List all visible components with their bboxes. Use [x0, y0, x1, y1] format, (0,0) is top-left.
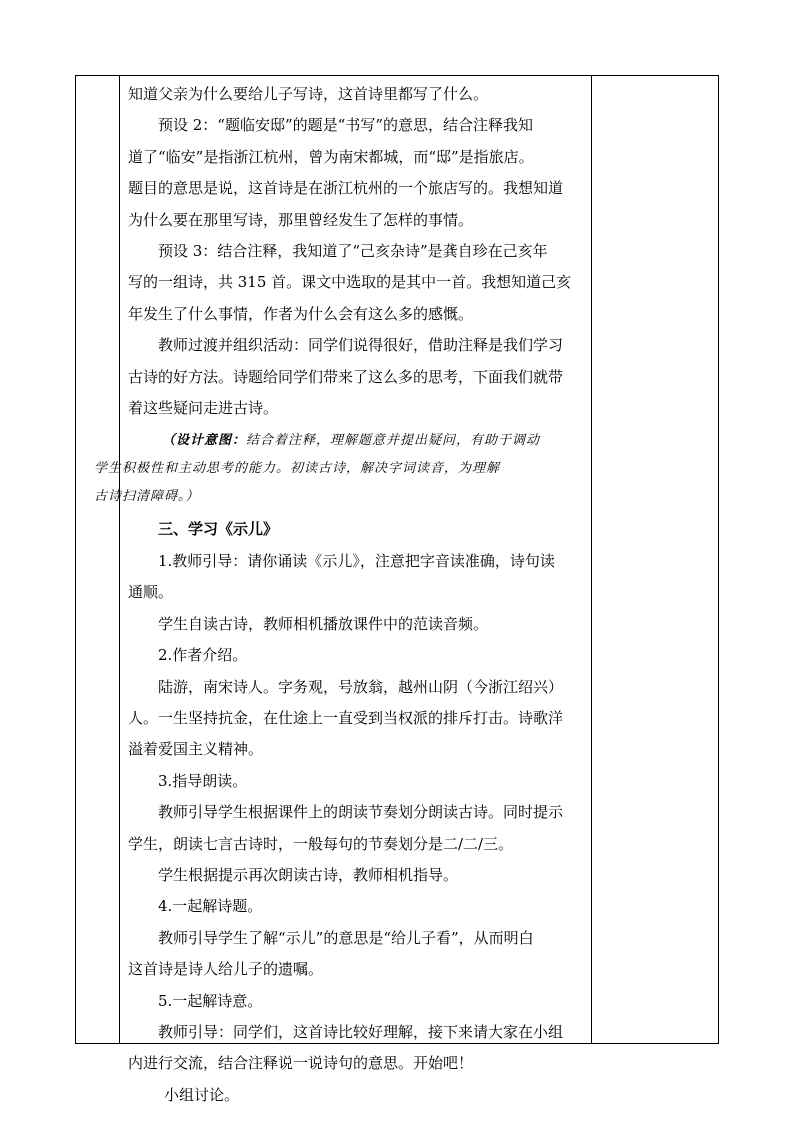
text-line: 小组讨论。	[164, 1085, 240, 1104]
text-line: 教师引导学生根据课件上的朗读节奏划分朗读古诗。同时提示	[158, 803, 564, 822]
table-column-divider-right	[591, 76, 592, 1043]
text-line: 年发生了什么事情，作者为什么会有这么多的感慨。	[128, 304, 474, 323]
text-line: 陆游，南宋诗人。字务观，号放翁，越州山阴（今浙江绍兴）	[158, 677, 564, 696]
text-line: 溢着爱国主义精神。	[128, 740, 264, 759]
text-line: 5.一起解诗意。	[158, 991, 263, 1010]
text-line: 着这些疑问走进古诗。	[128, 399, 279, 418]
lesson-content-cell	[94, 79, 588, 1111]
text-line: 教师引导学生了解“示儿”的意思是“给儿子看”，从而明白	[158, 928, 534, 947]
text-line: 3.指导朗读。	[158, 771, 248, 790]
text-line: 通顺。	[128, 583, 174, 602]
text-line: 预设 3：结合注释，我知道了“己亥杂诗”是龚自珍在己亥年	[158, 242, 548, 261]
text-line: 教师引导：同学们，这首诗比较好理解，接下来请大家在小组	[158, 1022, 564, 1041]
text-line: 人。一生坚持抗金，在仕途上一直受到当权派的排斥打击。诗歌洋	[128, 708, 564, 727]
design-intent-label: （设计意图：	[162, 433, 247, 449]
text-line: 1.教师引导：请你诵读《示儿》，注意把字音读准确，诗句读	[158, 551, 555, 570]
text-line: 道了“临安”是指浙江杭州，曾为南宋都城，而“邸”是指旅店。	[128, 147, 534, 166]
text-line: 写的一组诗，共 315 首。课文中选取的是其中一首。我想知道己亥	[128, 273, 572, 292]
text-line: 内进行交流，结合注释说一说诗句的意思。开始吧！	[128, 1054, 474, 1073]
design-intent-note	[94, 424, 588, 514]
text-line: 为什么要在那里写诗，那里曾经发生了怎样的事情。	[128, 210, 474, 229]
text-line: 4.一起解诗题。	[158, 897, 263, 916]
design-intent-text: 古诗扫清障碍。）	[94, 489, 200, 505]
text-line: 教师过渡并组织活动：同学们说得很好，借助注释是我们学习	[158, 336, 564, 355]
text-line: 学生根据提示再次朗读古诗，教师相机指导。	[158, 865, 459, 884]
lesson-plan-table	[75, 75, 719, 1104]
design-intent-text: 学生积极性和主动思考的能力。初读古诗，解决字词读音，为理解	[94, 461, 501, 477]
design-intent-text: 结合着注释，理解题意并提出疑问，有助于调动	[246, 433, 541, 449]
text-line: 2.作者介绍。	[158, 646, 248, 665]
section-heading: 三、学习《示儿》	[158, 520, 279, 539]
text-line: 学生，朗读七言古诗时，一般每句的节奏划分是二/二/三。	[128, 834, 514, 853]
text-line: 这首诗是诗人给儿子的遗嘱。	[128, 960, 324, 979]
text-line: 学生自读古诗，教师相机播放课件中的范读音频。	[158, 614, 489, 633]
table-column-divider-left	[119, 76, 120, 1043]
text-line: 古诗的好方法。诗题给同学们带来了这么多的思考，下面我们就带	[128, 367, 564, 386]
text-line: 题目的意思是说，这首诗是在浙江杭州的一个旅店写的。我想知道	[128, 179, 564, 198]
text-line: 知道父亲为什么要给儿子写诗，这首诗里都写了什么。	[128, 85, 489, 103]
text-line: 预设 2：“题临安邸”的题是“书写”的意思，结合注释我知	[158, 116, 533, 135]
